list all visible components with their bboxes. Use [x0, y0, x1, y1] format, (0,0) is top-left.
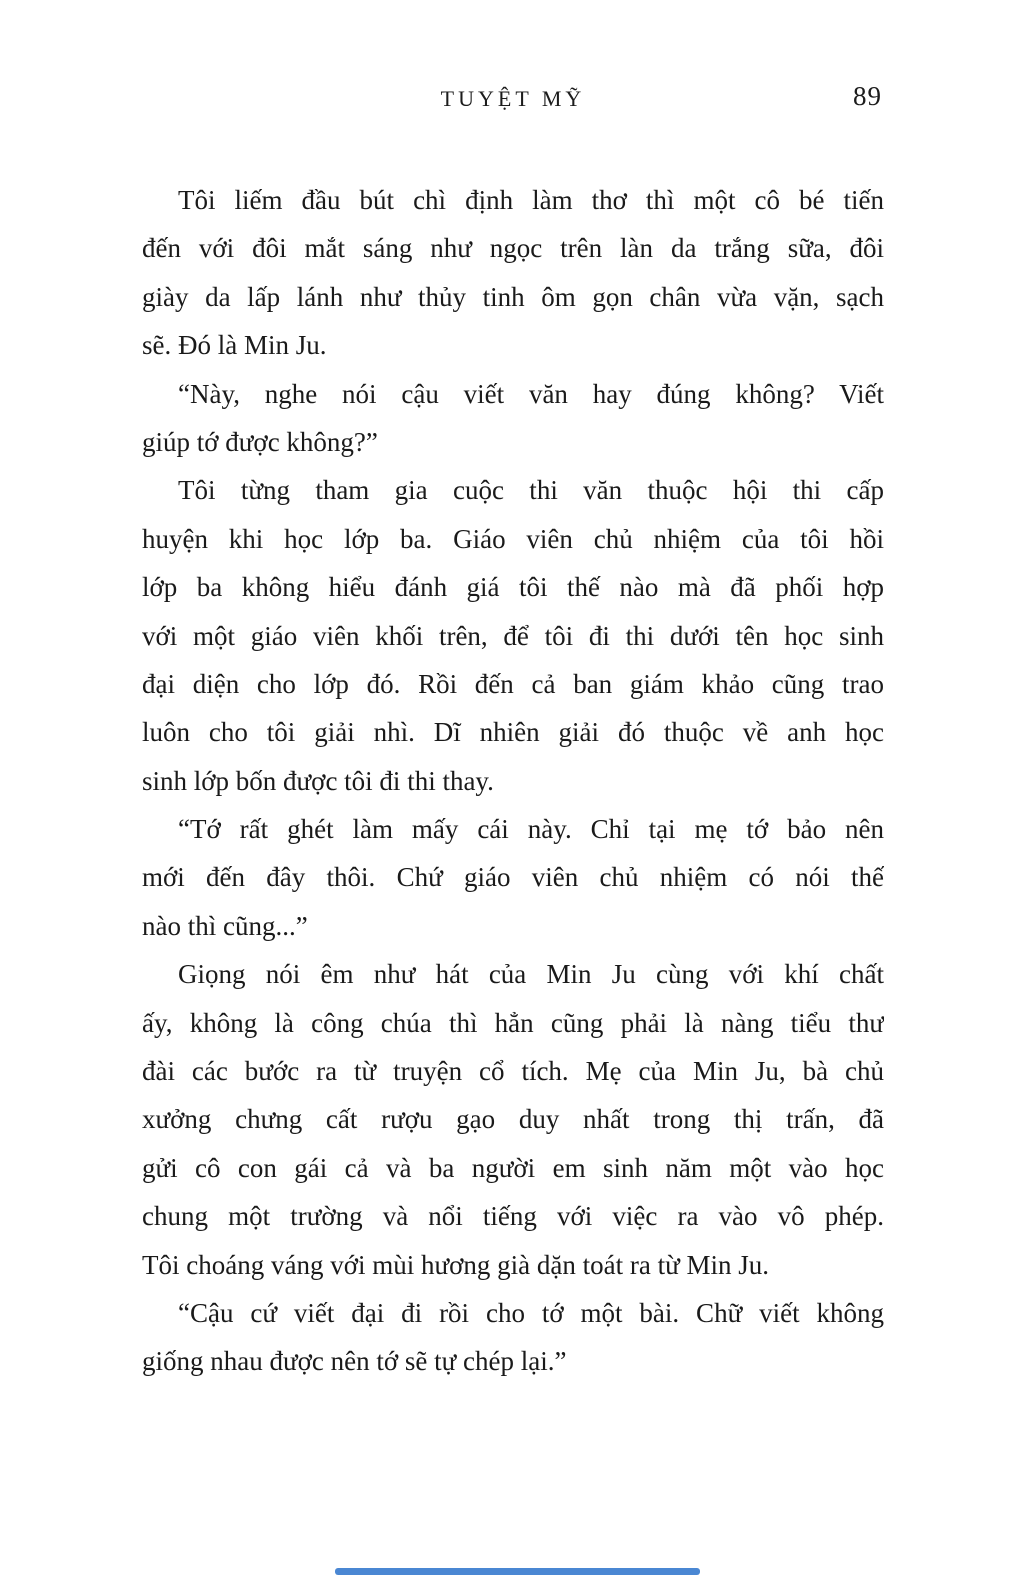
page-number: 89	[853, 81, 882, 111]
running-title: TUYỆT MỸ	[440, 86, 586, 111]
text-line: sinh lớp bốn được tôi đi thi thay.	[142, 765, 494, 796]
scroll-indicator-bar[interactable]	[335, 1568, 700, 1575]
body-text	[142, 176, 884, 1386]
text-line: với một giáo viên khối trên, để tôi đi thi dưới tên học sinh	[142, 620, 884, 651]
text-line: “Này, nghe nói cậu viết văn hay đúng không? Viết	[178, 378, 884, 409]
text-line: đài các bước ra từ truyện cổ tích. Mẹ của Min Ju, bà chủ	[142, 1056, 884, 1087]
text-line: mới đến đây thôi. Chứ giáo viên chủ nhiệm có nói thế	[142, 862, 884, 893]
text-line: huyện khi học lớp ba. Giáo viên chủ nhiệm của tôi hồi	[142, 523, 884, 554]
text-line: xưởng chưng cất rượu gạo duy nhất trong thị trấn, đã	[142, 1104, 884, 1135]
text-line: Tôi choáng váng với mùi hương già dặn toát ra từ Min Ju.	[142, 1249, 769, 1280]
text-line: Tôi liếm đầu bút chì định làm thơ thì một cô bé tiến	[178, 185, 884, 215]
text-line: lớp ba không hiểu đánh giá tôi thế nào mà đã phối hợp	[142, 572, 884, 603]
text-line: “Tớ rất ghét làm mấy cái này. Chỉ tại mẹ tớ bảo nên	[178, 814, 884, 845]
text-line: giúp tớ được không?”	[142, 426, 378, 457]
text-line: gửi cô con gái cả và ba người em sinh năm một vào học	[142, 1152, 884, 1183]
text-line: nào thì cũng...”	[142, 910, 308, 941]
text-line: đến với đôi mắt sáng như ngọc trên làn da trắng sữa, đôi	[142, 233, 884, 264]
text-line: giống nhau được nên tớ sẽ tự chép lại.”	[142, 1346, 567, 1377]
page-header	[142, 81, 884, 114]
text-line: “Cậu cứ viết đại đi rồi cho tớ một bài. Chữ viết không	[178, 1297, 884, 1328]
text-line: luôn cho tôi giải nhì. Dĩ nhiên giải đó thuộc về anh học	[142, 717, 884, 748]
text-line: Tôi từng tham gia cuộc thi văn thuộc hội thi cấp	[178, 475, 884, 506]
text-line: đại diện cho lớp đó. Rồi đến cả ban giám khảo cũng trao	[142, 668, 884, 699]
text-line: chung một trường và nổi tiếng với việc ra vào vô phép.	[142, 1201, 884, 1232]
text-line: sẽ. Đó là Min Ju.	[142, 330, 327, 361]
text-line: ấy, không là công chúa thì hẳn cũng phải là nàng tiểu thư	[142, 1007, 884, 1038]
text-line: Giọng nói êm như hát của Min Ju cùng với khí chất	[178, 959, 884, 990]
text-line: giày da lấp lánh như thủy tinh ôm gọn chân vừa vặn, sạch	[142, 281, 884, 312]
